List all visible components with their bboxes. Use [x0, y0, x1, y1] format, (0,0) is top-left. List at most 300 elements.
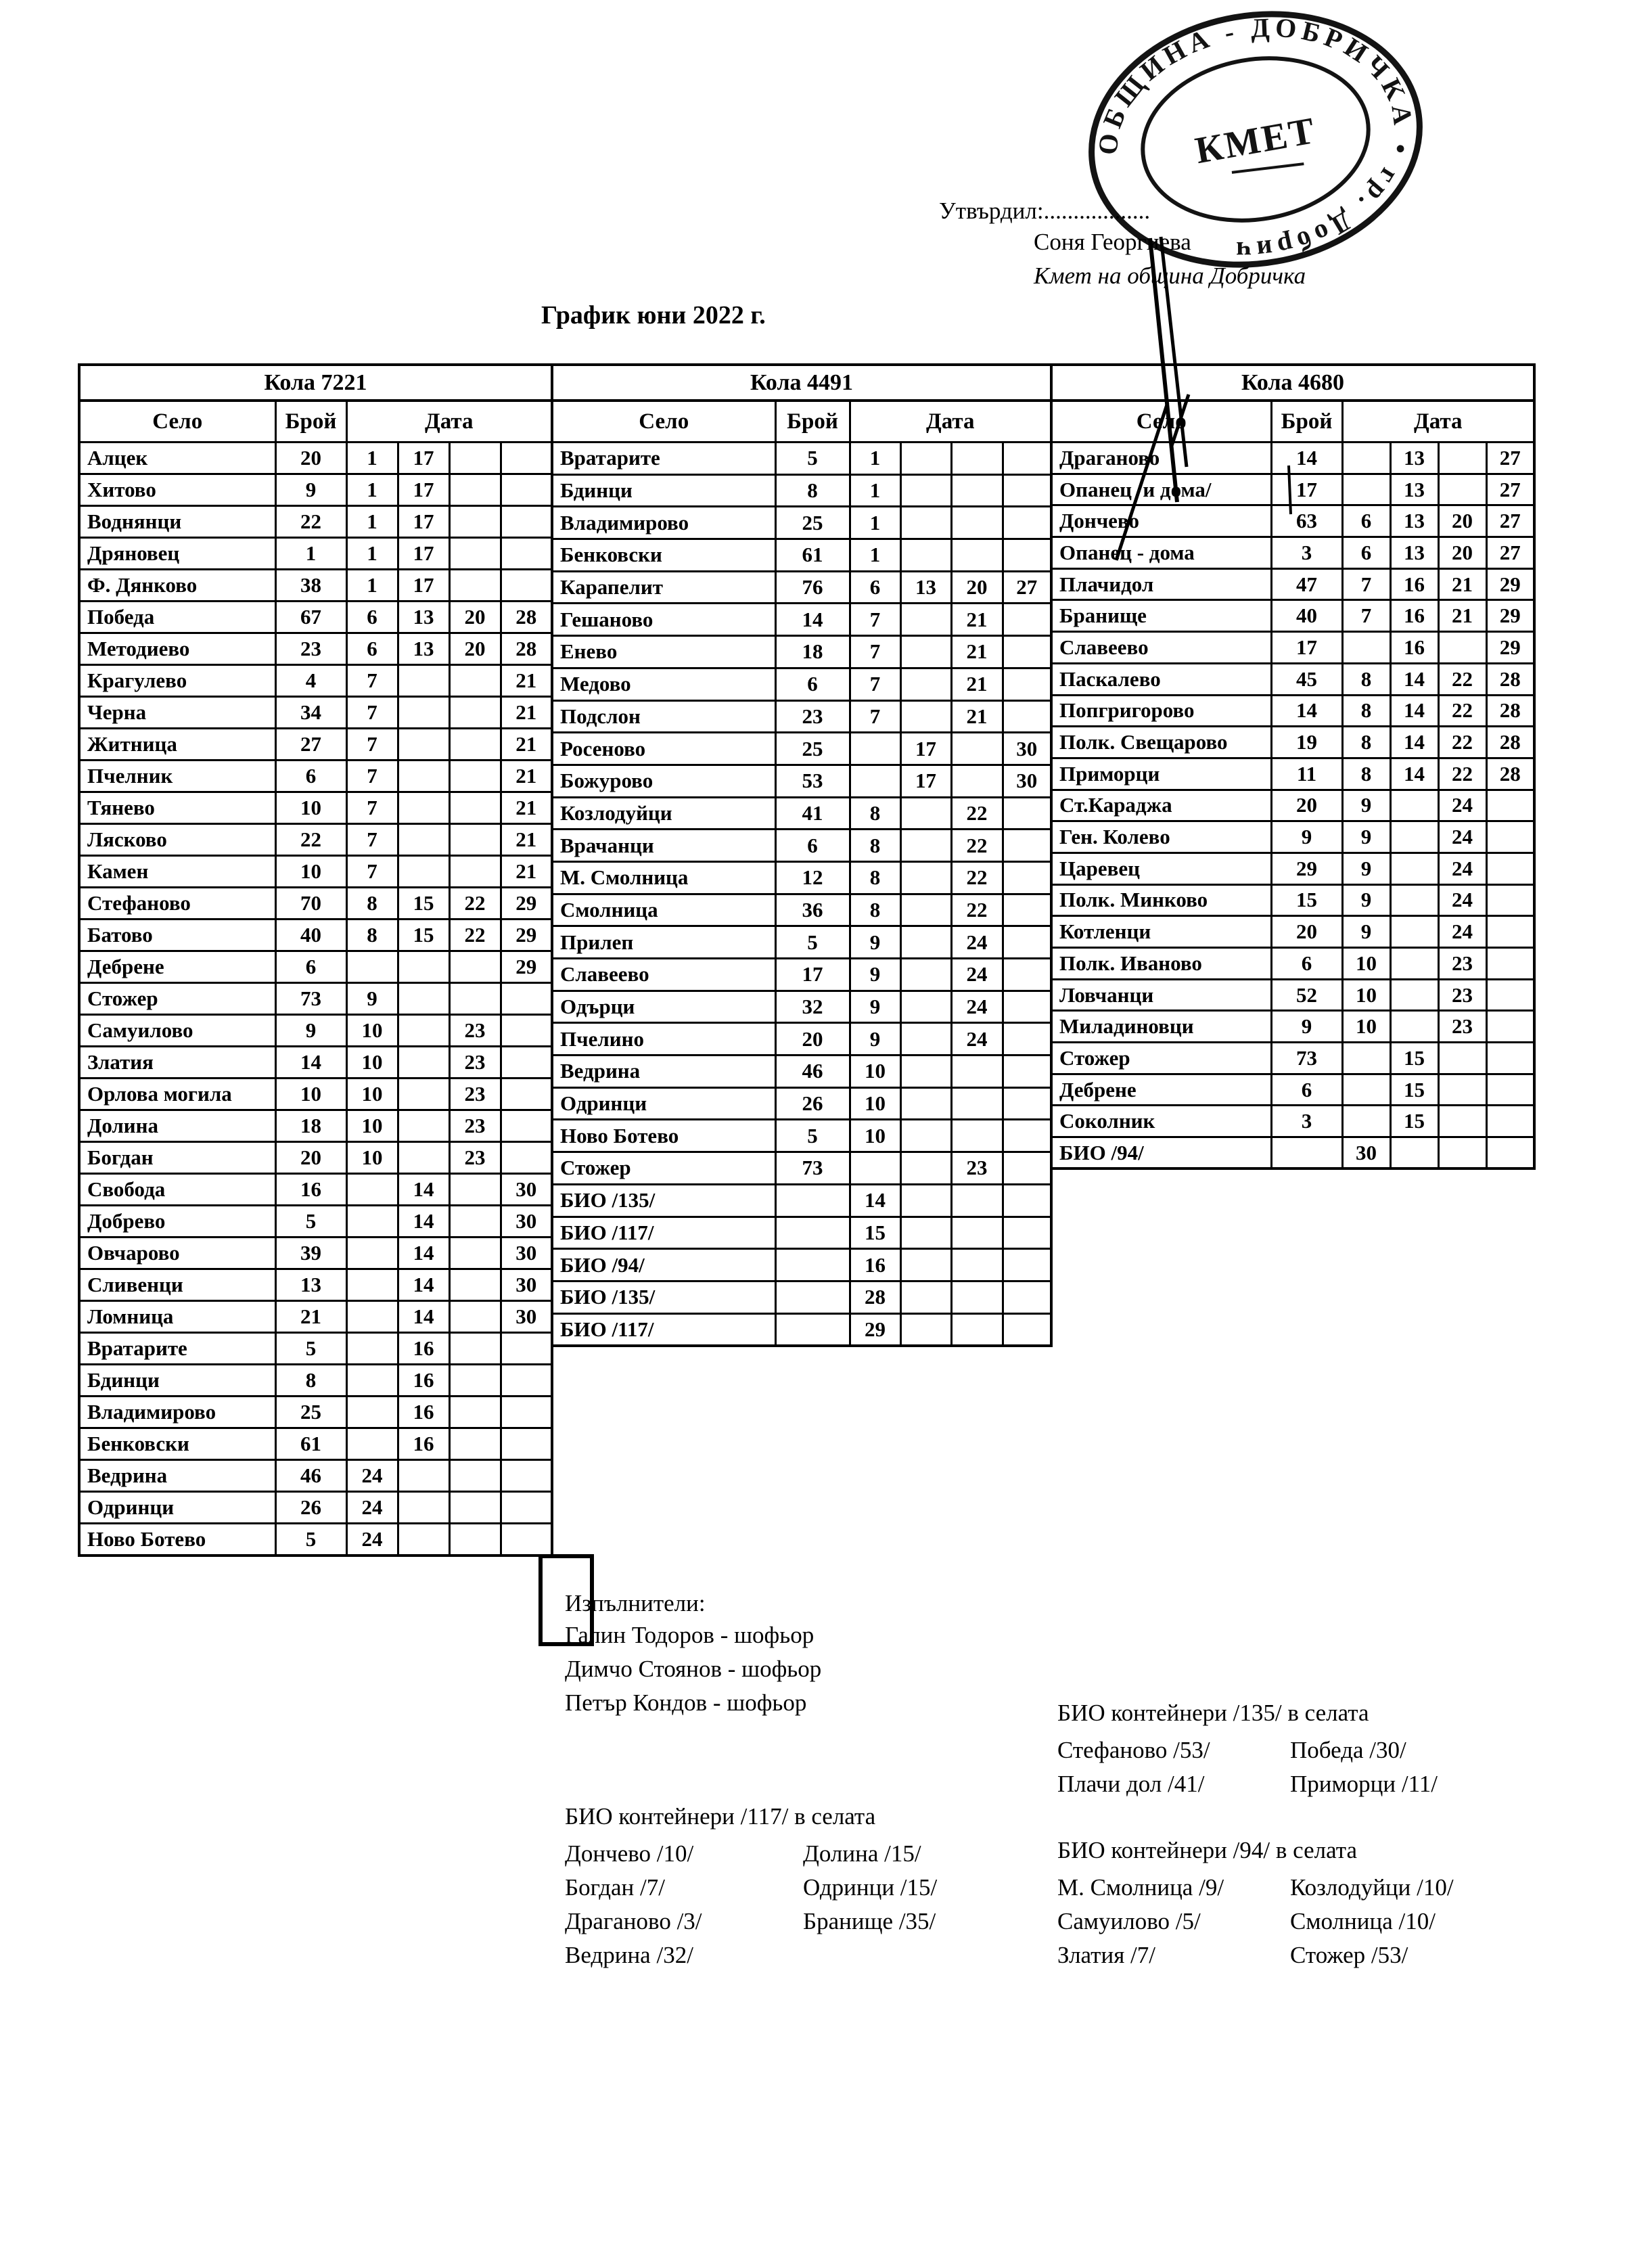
date-cell — [398, 1492, 449, 1524]
date-cell: 22 — [951, 797, 1003, 830]
date-cell: 6 — [346, 602, 398, 633]
village-cell: Енево — [552, 636, 775, 668]
bio-item: Богдан /7/ — [565, 1874, 665, 1901]
bio-item: Стефаново /53/ — [1057, 1737, 1210, 1763]
date-cell — [1003, 1184, 1051, 1217]
village-cell: Долина — [79, 1110, 275, 1142]
date-cell: 22 — [951, 861, 1003, 894]
village-cell: Стожер — [79, 983, 275, 1015]
village-cell: Дебрене — [79, 951, 275, 983]
date-cell — [501, 1492, 552, 1524]
village-cell: Котленци — [1051, 916, 1271, 948]
count-cell: 5 — [775, 1120, 850, 1152]
date-cell: 27 — [1486, 442, 1534, 474]
date-cell: 24 — [951, 991, 1003, 1023]
date-cell — [449, 1333, 501, 1365]
date-cell: 29 — [501, 888, 552, 920]
date-cell — [501, 1015, 552, 1047]
date-cell — [501, 1047, 552, 1079]
date-cell: 17 — [398, 474, 449, 506]
count-cell: 32 — [775, 991, 850, 1023]
date-cell — [398, 761, 449, 792]
date-cell — [398, 697, 449, 729]
date-cell — [1390, 1011, 1438, 1043]
table-row — [79, 442, 552, 474]
table-row — [1051, 505, 1534, 537]
bio-list-right — [1290, 1871, 1454, 1972]
date-cell: 9 — [346, 983, 398, 1015]
village-cell: Одринци — [79, 1492, 275, 1524]
date-cell: 28 — [501, 633, 552, 665]
date-cell — [449, 1428, 501, 1460]
date-cell — [501, 1142, 552, 1174]
date-cell — [449, 1397, 501, 1428]
date-cell: 7 — [850, 700, 900, 733]
date-cell — [1390, 1137, 1438, 1169]
date-cell: 21 — [951, 700, 1003, 733]
village-cell: Победа — [79, 602, 275, 633]
date-cell — [449, 983, 501, 1015]
date-cell — [346, 1365, 398, 1397]
date-cell — [1438, 1074, 1486, 1106]
table-row — [552, 926, 1051, 959]
date-cell — [398, 1524, 449, 1556]
village-cell: Воднянци — [79, 506, 275, 538]
count-cell: 17 — [1271, 632, 1342, 664]
count-cell: 46 — [775, 1056, 850, 1088]
date-cell — [951, 1217, 1003, 1249]
count-cell: 6 — [1271, 948, 1342, 980]
date-cell: 8 — [850, 797, 900, 830]
date-cell — [1438, 442, 1486, 474]
date-cell: 30 — [501, 1206, 552, 1238]
date-cell: 24 — [1438, 853, 1486, 884]
date-cell — [449, 1365, 501, 1397]
date-cell: 8 — [346, 920, 398, 951]
bio-item: Дончево /10/ — [565, 1840, 694, 1867]
date-cell — [900, 604, 951, 636]
date-cell: 22 — [449, 888, 501, 920]
date-cell — [398, 824, 449, 856]
column-header-village: Село — [1051, 401, 1271, 442]
table-row — [1051, 442, 1534, 474]
date-cell — [449, 1301, 501, 1333]
executors-heading: Изпълнители: — [565, 1590, 706, 1616]
date-cell: 23 — [449, 1142, 501, 1174]
date-cell — [449, 1206, 501, 1238]
bio-item: Стожер /53/ — [1290, 1942, 1408, 1968]
table-row — [552, 604, 1051, 636]
village-cell: Свобода — [79, 1174, 275, 1206]
village-cell: Вратарите — [79, 1333, 275, 1365]
table-row — [552, 539, 1051, 572]
date-cell — [1486, 948, 1534, 980]
bio-item: Одринци /15/ — [803, 1874, 938, 1901]
table-row — [552, 1217, 1051, 1249]
date-cell — [1003, 442, 1051, 475]
date-cell — [1342, 1043, 1390, 1074]
count-cell: 10 — [275, 792, 346, 824]
village-cell: БИО /94/ — [1051, 1137, 1271, 1169]
village-cell: Миладиновци — [1051, 1011, 1271, 1043]
count-cell: 6 — [1271, 1074, 1342, 1106]
table-row — [1051, 1043, 1534, 1074]
count-cell: 9 — [275, 1015, 346, 1047]
village-cell: Попгригорово — [1051, 695, 1271, 727]
date-cell — [501, 983, 552, 1015]
date-cell — [346, 1206, 398, 1238]
date-cell — [449, 729, 501, 761]
date-cell — [900, 1152, 951, 1185]
approver-name: Соня Георгиева — [1034, 229, 1191, 255]
date-cell — [1342, 474, 1390, 505]
date-cell: 22 — [951, 830, 1003, 862]
bio-item: Смолница /10/ — [1290, 1908, 1436, 1934]
table-row — [552, 797, 1051, 830]
date-cell: 30 — [1003, 765, 1051, 797]
date-cell — [501, 1079, 552, 1110]
village-cell: Подслон — [552, 700, 775, 733]
village-cell: Тянево — [79, 792, 275, 824]
table-row — [79, 856, 552, 888]
date-cell: 8 — [850, 861, 900, 894]
date-cell — [951, 1281, 1003, 1313]
date-cell — [501, 506, 552, 538]
date-cell: 10 — [850, 1056, 900, 1088]
village-cell: Житница — [79, 729, 275, 761]
table-row — [79, 570, 552, 602]
date-cell — [501, 1428, 552, 1460]
date-cell — [1003, 861, 1051, 894]
date-cell — [501, 1460, 552, 1492]
count-cell: 25 — [275, 1397, 346, 1428]
date-cell: 8 — [1342, 663, 1390, 695]
bio-item: Плачи дол /41/ — [1057, 1771, 1205, 1797]
executor-item: Димчо Стоянов - шофьор — [565, 1656, 822, 1682]
count-cell: 5 — [275, 1333, 346, 1365]
table-row — [79, 1174, 552, 1206]
date-cell: 17 — [398, 570, 449, 602]
count-cell: 25 — [775, 733, 850, 765]
date-cell — [951, 1249, 1003, 1281]
date-cell: 8 — [1342, 758, 1390, 790]
date-cell — [398, 1460, 449, 1492]
village-cell: Царевец — [1051, 853, 1271, 884]
date-cell — [850, 733, 900, 765]
table-row — [552, 1281, 1051, 1313]
date-cell: 7 — [346, 824, 398, 856]
date-cell: 20 — [449, 602, 501, 633]
table-row — [1051, 1106, 1534, 1137]
date-cell — [900, 668, 951, 700]
date-cell: 24 — [1438, 884, 1486, 916]
table-row — [1051, 537, 1534, 569]
date-cell: 28 — [850, 1281, 900, 1313]
village-cell: Стожер — [552, 1152, 775, 1185]
count-cell: 18 — [775, 636, 850, 668]
date-cell: 27 — [1003, 571, 1051, 604]
date-cell: 16 — [398, 1397, 449, 1428]
village-cell: Хитово — [79, 474, 275, 506]
table-row — [552, 991, 1051, 1023]
table-row — [79, 474, 552, 506]
date-cell — [449, 951, 501, 983]
count-cell: 14 — [775, 604, 850, 636]
village-cell: Дряновец — [79, 538, 275, 570]
table-row — [79, 1015, 552, 1047]
table-row — [79, 1047, 552, 1079]
village-cell: Славеево — [552, 959, 775, 991]
date-cell: 17 — [900, 765, 951, 797]
table-row — [1051, 1011, 1534, 1043]
executor-item: Галин Тодоров - шофьор — [565, 1622, 814, 1648]
count-cell: 21 — [275, 1301, 346, 1333]
table-row — [79, 1079, 552, 1110]
count-cell: 38 — [275, 570, 346, 602]
count-cell: 3 — [1271, 537, 1342, 569]
date-cell: 14 — [398, 1269, 449, 1301]
count-cell: 12 — [775, 861, 850, 894]
date-cell: 28 — [1486, 695, 1534, 727]
table-row — [79, 761, 552, 792]
table-row — [552, 442, 1051, 475]
table-row — [552, 1120, 1051, 1152]
date-cell — [449, 697, 501, 729]
date-cell: 9 — [850, 1023, 900, 1056]
date-cell: 8 — [346, 888, 398, 920]
date-cell: 15 — [850, 1217, 900, 1249]
count-cell — [775, 1313, 850, 1346]
date-cell: 14 — [398, 1206, 449, 1238]
date-cell — [501, 570, 552, 602]
village-cell: Бенковски — [552, 539, 775, 572]
count-cell: 73 — [275, 983, 346, 1015]
date-cell — [449, 442, 501, 474]
date-cell: 10 — [1342, 979, 1390, 1011]
count-cell: 5 — [775, 926, 850, 959]
date-cell: 1 — [346, 506, 398, 538]
date-cell — [398, 1015, 449, 1047]
date-cell: 29 — [1486, 568, 1534, 600]
village-cell: Ген. Колево — [1051, 821, 1271, 853]
date-cell: 23 — [449, 1110, 501, 1142]
date-cell: 27 — [1486, 537, 1534, 569]
column-header-count: Брой — [1271, 401, 1342, 442]
date-cell: 30 — [1003, 733, 1051, 765]
date-cell: 16 — [1390, 600, 1438, 632]
date-cell — [900, 1120, 951, 1152]
count-cell: 73 — [775, 1152, 850, 1185]
date-cell: 15 — [398, 920, 449, 951]
table-row — [1051, 600, 1534, 632]
date-cell: 13 — [1390, 505, 1438, 537]
village-cell: Дончево — [1051, 505, 1271, 537]
date-cell — [1003, 539, 1051, 572]
village-cell: Богдан — [79, 1142, 275, 1174]
table-row — [79, 1333, 552, 1365]
village-cell: Лясково — [79, 824, 275, 856]
count-cell: 46 — [275, 1460, 346, 1492]
date-cell: 20 — [951, 571, 1003, 604]
date-cell — [951, 442, 1003, 475]
count-cell: 20 — [1271, 790, 1342, 821]
date-cell — [449, 474, 501, 506]
date-cell — [951, 733, 1003, 765]
bio-block-135 — [1057, 1700, 1438, 1801]
table-row — [79, 1428, 552, 1460]
table-row — [79, 1110, 552, 1142]
date-cell: 10 — [346, 1142, 398, 1174]
date-cell: 8 — [850, 894, 900, 926]
bio-block-heading: БИО контейнери /117/ в селата — [565, 1803, 876, 1830]
date-cell: 22 — [1438, 663, 1486, 695]
date-cell — [1003, 1249, 1051, 1281]
count-cell: 5 — [275, 1206, 346, 1238]
table-row — [79, 506, 552, 538]
date-cell: 29 — [1486, 600, 1534, 632]
village-cell: Бранище — [1051, 600, 1271, 632]
date-cell: 7 — [850, 636, 900, 668]
date-cell — [900, 926, 951, 959]
date-cell: 13 — [1390, 442, 1438, 474]
date-cell — [501, 474, 552, 506]
date-cell — [501, 538, 552, 570]
date-cell: 13 — [398, 633, 449, 665]
bio-block-94 — [1057, 1837, 1454, 1972]
date-cell: 16 — [1390, 632, 1438, 664]
date-cell: 6 — [850, 571, 900, 604]
date-cell: 30 — [501, 1174, 552, 1206]
village-cell: БИО /117/ — [552, 1217, 775, 1249]
bio-item: Златия /7/ — [1057, 1942, 1155, 1968]
date-cell: 29 — [1486, 632, 1534, 664]
table-row — [552, 668, 1051, 700]
date-cell: 21 — [501, 729, 552, 761]
date-cell — [1003, 830, 1051, 862]
count-cell: 3 — [1271, 1106, 1342, 1137]
date-cell: 21 — [501, 665, 552, 697]
table-row — [1051, 884, 1534, 916]
date-cell: 16 — [850, 1249, 900, 1281]
date-cell: 10 — [346, 1079, 398, 1110]
column-header-row — [1051, 401, 1534, 442]
column-header-date: Дата — [1342, 401, 1534, 442]
count-cell: 5 — [275, 1524, 346, 1556]
count-cell: 20 — [775, 1023, 850, 1056]
approval-label: Утвърдил:.................. — [939, 198, 1151, 224]
date-cell: 21 — [1438, 600, 1486, 632]
date-cell — [398, 1079, 449, 1110]
date-cell — [951, 1184, 1003, 1217]
village-cell: Славеево — [1051, 632, 1271, 664]
date-cell — [900, 1281, 951, 1313]
date-cell: 24 — [1438, 790, 1486, 821]
date-cell: 9 — [1342, 853, 1390, 884]
date-cell — [1486, 853, 1534, 884]
date-cell: 22 — [951, 894, 1003, 926]
date-cell: 13 — [900, 571, 951, 604]
date-cell — [900, 1023, 951, 1056]
date-cell: 30 — [1342, 1137, 1390, 1169]
date-cell: 6 — [1342, 537, 1390, 569]
date-cell — [1003, 1056, 1051, 1088]
table-row — [552, 733, 1051, 765]
date-cell: 22 — [1438, 695, 1486, 727]
date-cell: 14 — [398, 1174, 449, 1206]
date-cell: 20 — [449, 633, 501, 665]
count-cell: 61 — [775, 539, 850, 572]
date-cell: 24 — [1438, 916, 1486, 948]
table-row — [79, 538, 552, 570]
count-cell: 9 — [1271, 1011, 1342, 1043]
date-cell: 28 — [501, 602, 552, 633]
date-cell — [398, 1047, 449, 1079]
date-cell: 7 — [1342, 568, 1390, 600]
date-cell — [900, 797, 951, 830]
date-cell: 17 — [900, 733, 951, 765]
village-cell: Ново Ботево — [552, 1120, 775, 1152]
table-row — [1051, 568, 1534, 600]
date-cell — [1003, 700, 1051, 733]
bio-list-left — [1057, 1871, 1290, 1972]
village-cell: Козлодуйци — [552, 797, 775, 830]
date-cell: 16 — [398, 1365, 449, 1397]
table-row — [79, 729, 552, 761]
date-cell — [1486, 1043, 1534, 1074]
date-cell — [951, 507, 1003, 539]
village-cell: БИО /94/ — [552, 1249, 775, 1281]
count-cell: 52 — [1271, 979, 1342, 1011]
date-cell — [1003, 604, 1051, 636]
date-cell: 21 — [501, 824, 552, 856]
table-row — [552, 861, 1051, 894]
date-cell — [449, 506, 501, 538]
column-header-row — [79, 401, 552, 442]
table-row — [552, 1056, 1051, 1088]
date-cell: 21 — [501, 792, 552, 824]
date-cell: 23 — [449, 1079, 501, 1110]
village-cell: Стефаново — [79, 888, 275, 920]
village-cell: Златия — [79, 1047, 275, 1079]
table-row — [1051, 663, 1534, 695]
date-cell — [1342, 1106, 1390, 1137]
date-cell — [398, 983, 449, 1015]
count-cell: 6 — [275, 761, 346, 792]
date-cell: 29 — [501, 920, 552, 951]
date-cell — [1342, 632, 1390, 664]
village-cell: Пчелник — [79, 761, 275, 792]
date-cell — [449, 1460, 501, 1492]
column-header-date: Дата — [850, 401, 1051, 442]
count-cell: 22 — [275, 824, 346, 856]
date-cell — [346, 951, 398, 983]
bio-item: Бранище /35/ — [803, 1908, 936, 1934]
table-row — [1051, 474, 1534, 505]
date-cell: 7 — [346, 697, 398, 729]
date-cell — [346, 1428, 398, 1460]
table-row — [1051, 758, 1534, 790]
date-cell — [1003, 1152, 1051, 1185]
count-cell: 16 — [275, 1174, 346, 1206]
date-cell — [398, 792, 449, 824]
date-cell: 13 — [1390, 537, 1438, 569]
table-row — [1051, 979, 1534, 1011]
date-cell — [1003, 959, 1051, 991]
count-cell — [1271, 1137, 1342, 1169]
bio-item: Приморци /11/ — [1290, 1771, 1438, 1797]
count-cell: 11 — [1271, 758, 1342, 790]
date-cell: 29 — [850, 1313, 900, 1346]
